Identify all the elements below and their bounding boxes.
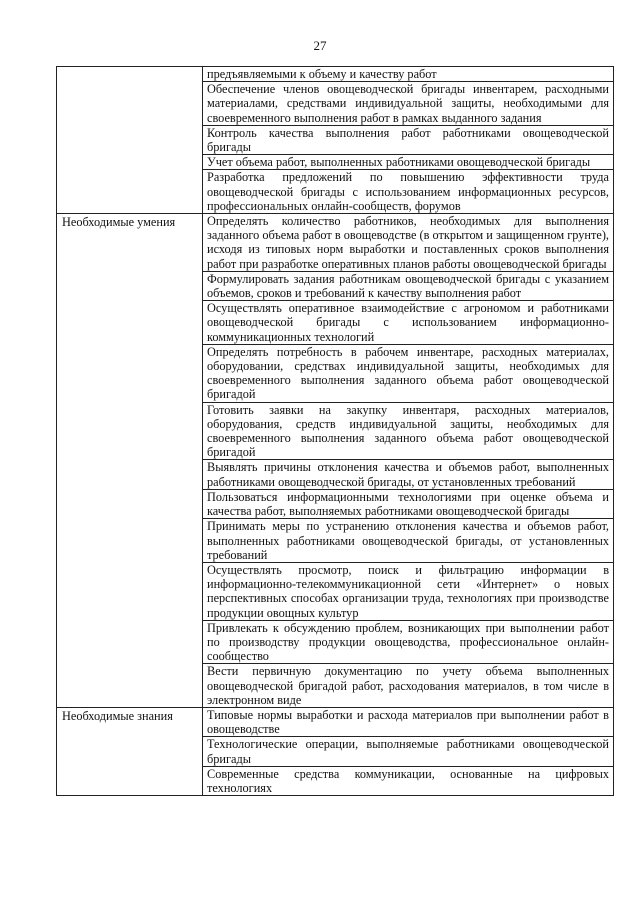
requirement-item: Учет объема работ, выполненных работниками овощеводческой бригады [203,155,614,170]
requirement-item: Пользоваться информационными технологиями при оценке объема и качества работ, выполняемых работниками овощеводческой бригады [203,489,614,518]
section-label [57,67,203,214]
requirement-item: Определять количество работников, необходимых для выполнения заданного объема работ в овощеводстве (в открытом и защищенном грунте), исходя из типовых норм выработки и поставленных сроков выполнения работ при разработке оперативных планов работы овощеводческой бригады [203,214,614,272]
requirement-item: Осуществлять просмотр, поиск и фильтрацию информации в информационно-телекоммуникационной сети «Интернет» о новых перспективных способах организации труда, технологиях при производстве продукции овощных культур [203,562,614,620]
requirement-item: Формулировать задания работникам овощеводческой бригады с указанием объемов, сроков и требований к качеству выполнения работ [203,271,614,300]
requirement-item: Типовые нормы выработки и расхода материалов при выполнении работ в овощеводстве [203,707,614,736]
section-label: Необходимые умения [57,214,203,708]
requirements-table [56,66,614,796]
requirement-item: Контроль качества выполнения работ работниками овощеводческой бригады [203,125,614,154]
requirement-item: Выявлять причины отклонения качества и объемов работ, выполненных работниками овощеводческой бригады, от установленных требований [203,460,614,489]
table-row [57,707,614,736]
requirement-item: предъявляемыми к объему и качеству работ [203,67,614,82]
requirement-item: Готовить заявки на закупку инвентаря, расходных материалов, оборудования, средств индивидуальной защиты, необходимых для своевременного выполнения заданного объема работ овощеводческой бригадой [203,402,614,460]
table-row [57,214,614,272]
requirement-item: Привлекать к обсуждению проблем, возникающих при выполнении работ по производству продукции овощеводства, профессиональное онлайн-сообщество [203,620,614,664]
requirement-item: Технологические операции, выполняемые работниками овощеводческой бригады [203,737,614,766]
requirement-item: Принимать меры по устранению отклонения качества и объемов работ, выполненных работниками овощеводческой бригады, от установленных требований [203,519,614,563]
requirement-item: Определять потребность в рабочем инвентаре, расходных материалах, оборудовании, средствах индивидуальной защиты, необходимых для своевременного выполнения заданного объема работ овощеводческой бригадой [203,344,614,402]
page-number: 27 [313,38,327,53]
requirement-item: Вести первичную документацию по учету объема выполненных овощеводческой бригадой работ, расходования материалов, в том числе в электронном виде [203,664,614,708]
requirement-item: Разработка предложений по повышению эффективности труда овощеводческой бригады с использованием информационных ресурсов, профессиональных онлайн-сообществ, форумов [203,170,614,214]
requirement-item: Современные средства коммуникации, основанные на цифровых технологиях [203,766,614,795]
table-row [57,67,614,82]
section-label: Необходимые знания [57,707,203,795]
requirement-item: Обеспечение членов овощеводческой бригады инвентарем, расходными материалами, средствами индивидуальной защиты, необходимыми для своевременного выполнения работ в рамках выданного задания [203,82,614,126]
requirement-item: Осуществлять оперативное взаимодействие с агрономом и работниками овощеводческой бригады с использованием информационно-коммуникационных технологий [203,301,614,345]
